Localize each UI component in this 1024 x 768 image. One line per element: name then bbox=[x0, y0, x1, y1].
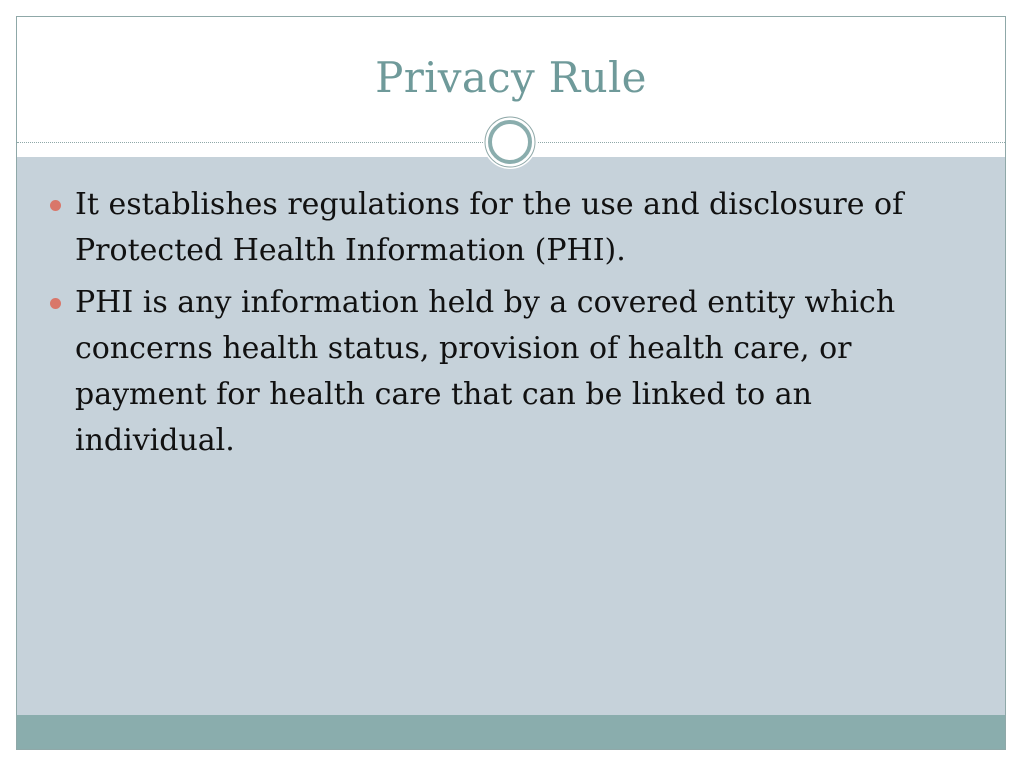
bullet-item bbox=[47, 280, 977, 464]
bullet-list bbox=[47, 182, 977, 470]
bullet-text: It establishes regulations for the use and disclosure of Protected Health Information (PHI). bbox=[75, 187, 904, 268]
slide-title: Privacy Rule bbox=[375, 53, 647, 102]
bullet-dot-icon bbox=[50, 298, 61, 309]
footer-band bbox=[17, 715, 1005, 750]
bullet-text: PHI is any information held by a covered entity which concerns health status, provision of health care, or payment for health care that can be linked to an individual. bbox=[75, 285, 896, 458]
bullet-item bbox=[47, 182, 977, 274]
circle-ornament-icon bbox=[483, 115, 537, 169]
slide bbox=[16, 16, 1006, 750]
bullet-dot-icon bbox=[50, 200, 61, 211]
